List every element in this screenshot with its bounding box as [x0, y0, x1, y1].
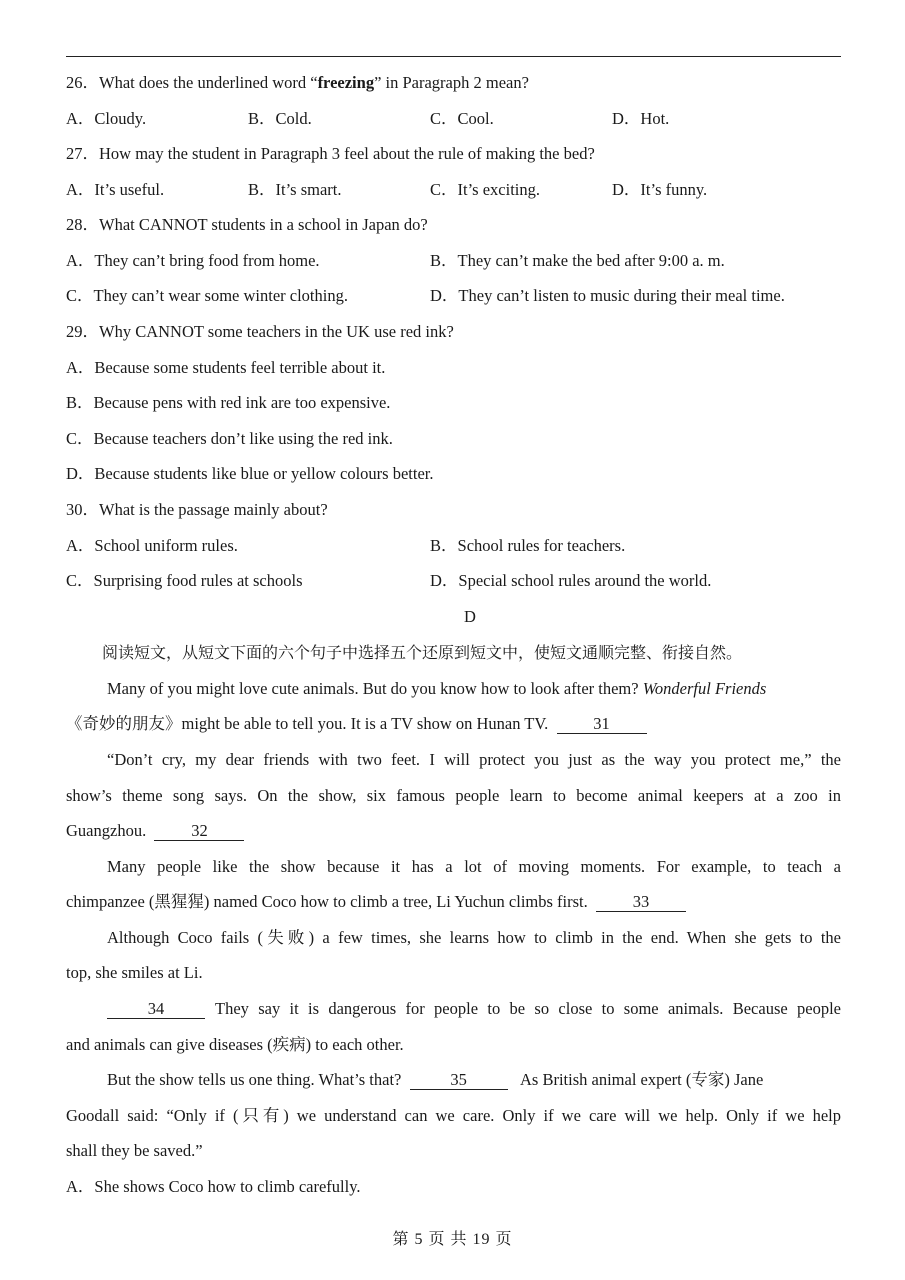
show-title: Wonderful Friends [642, 679, 767, 698]
passage-line [107, 999, 205, 1019]
passage-line: 《奇妙的朋友》might be able to tell you. It is a TV show on Hunan TV. 31 [66, 714, 647, 734]
passage-line: Guangzhou. 32 [66, 821, 244, 841]
blank-32[interactable]: 32 [154, 822, 244, 841]
question-29-stem: 29．Why CANNOT some teachers in the UK use red ink? [66, 322, 454, 341]
question-text: ” in Paragraph 2 mean? [374, 73, 529, 92]
question-27-stem: 27．How may the student in Paragraph 3 feel about the rule of making the bed? [66, 144, 595, 163]
section-heading: D [464, 607, 476, 626]
passage-line: chimpanzee (黑猩猩) named Coco how to climb a tree, Li Yuchun climbs first. 33 [66, 892, 686, 912]
blank-33[interactable]: 33 [596, 893, 686, 912]
question-26-stem [66, 73, 529, 93]
option-27-a[interactable]: A．It’s useful. [66, 180, 165, 199]
option-26-b[interactable]: B．Cold. [248, 109, 312, 128]
underlined-word: freezing [317, 73, 375, 92]
passage-line: Goodall said: “Only if (只有) we understand can we care. Only if we care will we help. Only if we help [66, 1106, 841, 1125]
option-30-a[interactable]: A．School uniform rules. [66, 536, 238, 555]
header-rule [66, 56, 841, 57]
option-28-a[interactable]: A．They can’t bring food from home. [66, 251, 320, 270]
question-number: 26． [66, 73, 99, 92]
option-27-c[interactable]: C．It’s exciting. [430, 180, 540, 199]
section-instruction: 阅读短文，从短文下面的六个句子中选择五个还原到短文中，使短文通顺完整、衔接自然。 [102, 643, 743, 662]
option-30-b[interactable]: B．School rules for teachers. [430, 536, 626, 555]
option-26-d[interactable]: D．Hot. [612, 109, 670, 128]
blank-34[interactable]: 34 [107, 1000, 205, 1019]
option-27-d[interactable]: D．It’s funny. [612, 180, 708, 199]
passage-line: show’s theme song says. On the show, six famous people learn to become animal keepers at a zoo in [66, 786, 841, 805]
option-30-c[interactable]: C．Surprising food rules at schools [66, 571, 303, 590]
option-28-d[interactable]: D．They can’t listen to music during their meal time. [430, 286, 785, 305]
passage-line: top, she smiles at Li. [66, 963, 203, 982]
question-30-stem: 30．What is the passage mainly about? [66, 500, 328, 519]
question-text: What does the underlined word “ [99, 73, 318, 92]
passage-line: They say it is dangerous for people to be so close to some animals. Because people [215, 999, 841, 1018]
passage-line: Although Coco fails (失败) a few times, she learns how to climb in the end. When she gets to the [107, 928, 841, 947]
option-29-b[interactable]: B．Because pens with red ink are too expensive. [66, 393, 391, 412]
passage-line: Many people like the show because it has a lot of moving moments. For example, to teach a [107, 857, 841, 876]
option-29-a[interactable]: A．Because some students feel terrible about it. [66, 358, 386, 377]
passage-line: shall they be saved.” [66, 1141, 203, 1160]
passage-line: But the show tells us one thing. What’s that? 35 As British animal expert (专家) Jane [107, 1070, 764, 1089]
option-29-d[interactable]: D．Because students like blue or yellow colours better. [66, 464, 434, 483]
option-29-c[interactable]: C．Because teachers don’t like using the red ink. [66, 429, 393, 448]
blank-31[interactable]: 31 [557, 715, 647, 734]
option-28-c[interactable]: C．They can’t wear some winter clothing. [66, 286, 348, 305]
option-26-c[interactable]: C．Cool. [430, 109, 494, 128]
passage-line: and animals can give diseases (疾病) to each other. [66, 1035, 404, 1054]
passage-line: “Don’t cry, my dear friends with two feet. I will protect you just as the way you protect me,” the [107, 750, 841, 769]
option-27-b[interactable]: B．It’s smart. [248, 180, 342, 199]
page-footer: 第 5 页 共 19 页 [392, 1231, 513, 1248]
option-d-a[interactable]: A．She shows Coco how to climb carefully. [66, 1177, 361, 1196]
question-28-stem: 28．What CANNOT students in a school in Japan do? [66, 215, 428, 234]
option-28-b[interactable]: B．They can’t make the bed after 9:00 a. m. [430, 251, 725, 270]
blank-35[interactable]: 35 [410, 1071, 508, 1090]
option-30-d[interactable]: D．Special school rules around the world. [430, 571, 712, 590]
passage-line: Many of you might love cute animals. But do you know how to look after them? Wonderful Friends [107, 679, 767, 698]
option-26-a[interactable]: A．Cloudy. [66, 109, 147, 128]
